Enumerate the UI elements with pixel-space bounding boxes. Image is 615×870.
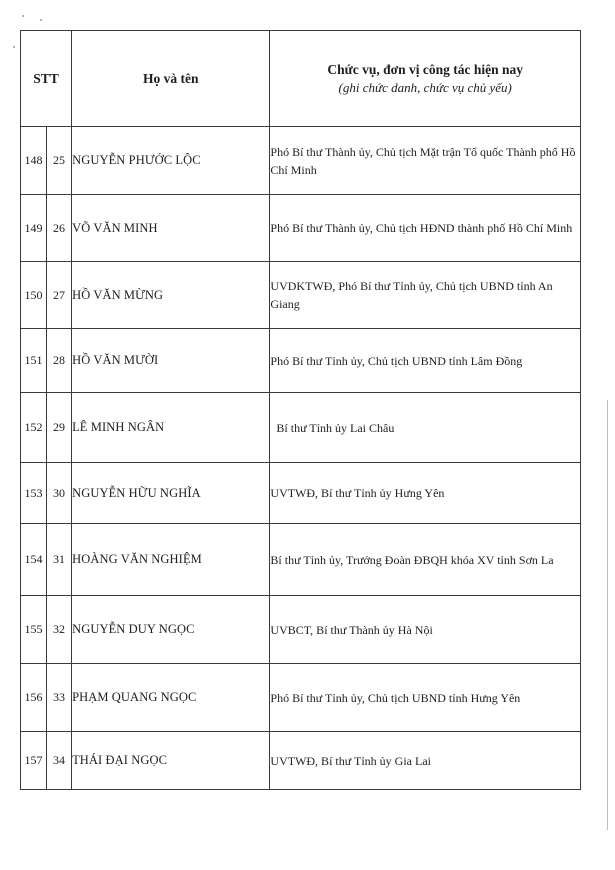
header-stt: STT	[21, 31, 72, 127]
stt-cell: 152	[21, 393, 47, 463]
candidate-table	[20, 30, 581, 790]
stt-cell: 156	[21, 664, 47, 732]
stt-cell: 151	[21, 329, 47, 393]
sub-stt-cell: 25	[47, 127, 72, 195]
name-cell: HỒ VĂN MỪNG	[72, 262, 270, 329]
sub-stt-cell: 33	[47, 664, 72, 732]
stt-cell: 157	[21, 732, 47, 790]
position-cell: Bí thư Tỉnh ủy, Trưởng Đoàn ĐBQH khóa XV tỉnh Sơn La	[270, 524, 581, 596]
stt-cell: 155	[21, 596, 47, 664]
sub-stt-cell: 34	[47, 732, 72, 790]
table-row	[21, 329, 581, 393]
header-position	[270, 31, 581, 127]
position-cell: Phó Bí thư Tỉnh ủy, Chủ tịch UBND tỉnh Lâm Đồng	[270, 329, 581, 393]
stt-cell: 154	[21, 524, 47, 596]
position-cell: Phó Bí thư Tỉnh ủy, Chủ tịch UBND tỉnh Hưng Yên	[270, 664, 581, 732]
header-name: Họ và tên	[72, 31, 270, 127]
scan-speck	[22, 15, 24, 17]
table-header-row	[21, 31, 581, 127]
page-edge-line	[607, 400, 608, 830]
sub-stt-cell: 30	[47, 463, 72, 524]
table-row	[21, 463, 581, 524]
name-cell: HỒ VĂN MƯỜI	[72, 329, 270, 393]
position-cell: Phó Bí thư Thành ủy, Chủ tịch HĐND thành phố Hồ Chí Minh	[270, 195, 581, 262]
position-cell: UVDKTWĐ, Phó Bí thư Tỉnh ủy, Chủ tịch UBND tỉnh An Giang	[270, 262, 581, 329]
sub-stt-cell: 31	[47, 524, 72, 596]
position-cell: Bí thư Tỉnh ủy Lai Châu	[270, 393, 581, 463]
sub-stt-cell: 27	[47, 262, 72, 329]
table-row	[21, 127, 581, 195]
table-row	[21, 664, 581, 732]
sub-stt-cell: 26	[47, 195, 72, 262]
table-row	[21, 393, 581, 463]
name-cell: LÊ MINH NGÂN	[72, 393, 270, 463]
sub-stt-cell: 28	[47, 329, 72, 393]
table-row	[21, 732, 581, 790]
scan-speck	[40, 19, 42, 21]
stt-cell: 153	[21, 463, 47, 524]
name-cell: NGUYỄN HỮU NGHĨA	[72, 463, 270, 524]
position-cell: UVBCT, Bí thư Thành ủy Hà Nội	[270, 596, 581, 664]
scan-speck	[13, 46, 15, 48]
name-cell: HOÀNG VĂN NGHIỆM	[72, 524, 270, 596]
name-cell: VÕ VĂN MINH	[72, 195, 270, 262]
name-cell: PHẠM QUANG NGỌC	[72, 664, 270, 732]
stt-cell: 148	[21, 127, 47, 195]
table-row	[21, 524, 581, 596]
position-cell: UVTWĐ, Bí thư Tỉnh ủy Gia Lai	[270, 732, 581, 790]
name-cell: NGUYỄN DUY NGỌC	[72, 596, 270, 664]
position-cell: UVTWĐ, Bí thư Tỉnh ủy Hưng Yên	[270, 463, 581, 524]
stt-cell: 150	[21, 262, 47, 329]
table-row	[21, 195, 581, 262]
table-row	[21, 596, 581, 664]
name-cell: THÁI ĐẠI NGỌC	[72, 732, 270, 790]
sub-stt-cell: 32	[47, 596, 72, 664]
header-position-title: Chức vụ, đơn vị công tác hiện nay	[327, 61, 523, 77]
header-position-note: (ghi chức danh, chức vụ chủ yếu)	[338, 79, 512, 95]
stt-cell: 149	[21, 195, 47, 262]
sub-stt-cell: 29	[47, 393, 72, 463]
position-cell: Phó Bí thư Thành ủy, Chủ tịch Mặt trận Tổ quốc Thành phố Hồ Chí Minh	[270, 127, 581, 195]
table-row	[21, 262, 581, 329]
name-cell: NGUYỄN PHƯỚC LỘC	[72, 127, 270, 195]
